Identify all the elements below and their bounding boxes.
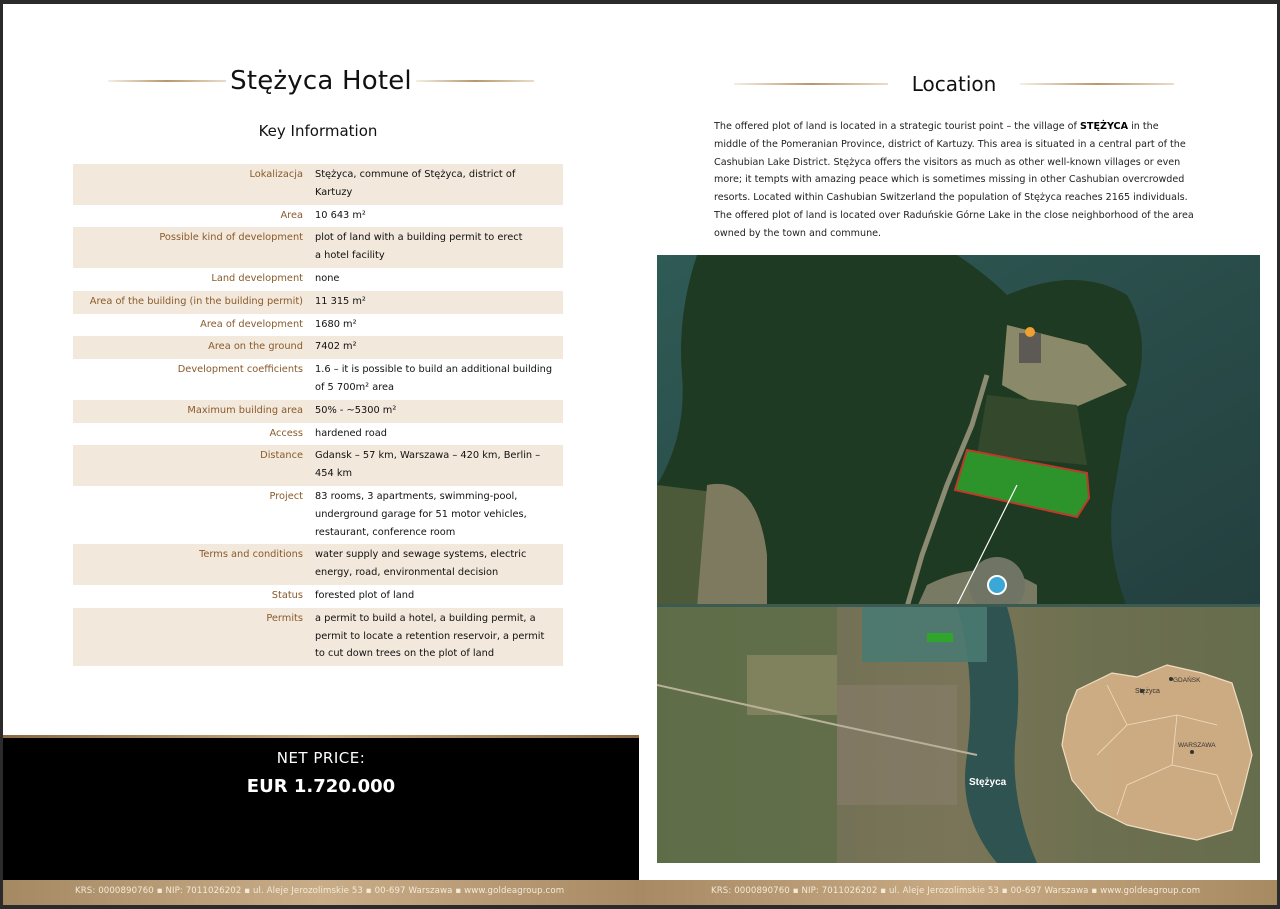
info-value-line: none bbox=[315, 272, 340, 284]
info-key: Maximum building area bbox=[187, 404, 303, 416]
info-value-line: restaurant, conference room bbox=[315, 526, 456, 538]
info-row bbox=[73, 585, 563, 608]
map-label-warszawa: WARSZAWA bbox=[1178, 742, 1216, 749]
info-value-line: 454 km bbox=[315, 468, 353, 480]
location-left-rule bbox=[734, 83, 888, 85]
info-value-line: 1680 m² bbox=[315, 318, 357, 330]
info-value bbox=[313, 361, 563, 397]
info-value-line: to cut down trees on the plot of land bbox=[315, 648, 495, 660]
info-row bbox=[73, 291, 563, 314]
info-row bbox=[73, 423, 563, 446]
satellite-map bbox=[657, 255, 1260, 863]
info-value-line: energy, road, environmental decision bbox=[315, 567, 499, 579]
info-key: Distance bbox=[260, 450, 303, 462]
info-value bbox=[313, 488, 563, 541]
info-value bbox=[313, 293, 563, 311]
info-value-line: permit to locate a retention reservoir, a permit bbox=[315, 630, 545, 642]
info-row bbox=[73, 359, 563, 400]
info-value-line: 83 rooms, 3 apartments, swimming-pool, bbox=[315, 490, 518, 502]
price-box bbox=[3, 738, 639, 880]
info-row bbox=[73, 445, 563, 486]
info-key: Area on the ground bbox=[208, 341, 303, 353]
info-value-line: 50% - ~5300 m² bbox=[315, 404, 397, 416]
info-key: Development coefficients bbox=[177, 364, 303, 376]
info-value bbox=[313, 402, 563, 420]
info-value bbox=[313, 229, 563, 265]
info-value bbox=[313, 270, 563, 288]
key-information-table bbox=[73, 164, 563, 666]
info-value bbox=[313, 546, 563, 582]
location-title-block bbox=[733, 72, 1175, 96]
location-text-part1: The offered plot of land is located in a strategic tourist point – the village of bbox=[714, 121, 1080, 132]
info-value-line: Stężyca, commune of Stężyca, district of Kartuzy bbox=[315, 169, 516, 198]
location-text-part2: in the middle of the Pomeranian Province, district of Kartuzy. This area is situated in a central part of the Cashubian Lake District. Stężyca offers the visitors as much as other well-known villages or even more; it tempts with amazing peace which is sometimes missing in other Cashubian overcrowded resorts. Located within Cashubian Switzerland the population of Stężyca reaches 2165 individuals. The offered plot of land is located over Raduńskie Górne Lake in the close neighborhood of the area owned by the town and commune. bbox=[714, 121, 1194, 239]
hotel-marker-icon bbox=[1025, 327, 1035, 337]
map-town-label: Stężyca bbox=[969, 777, 1007, 788]
key-information-heading: Key Information bbox=[258, 122, 378, 140]
info-value bbox=[313, 425, 563, 443]
info-value bbox=[313, 610, 563, 663]
location-right-rule bbox=[1020, 83, 1174, 85]
info-key: Permits bbox=[266, 612, 303, 624]
hotel-title: Stężyca Hotel bbox=[230, 66, 412, 96]
location-description bbox=[714, 118, 1194, 243]
info-key: Area of development bbox=[200, 318, 303, 330]
map-label-gdansk: GDAŃSK bbox=[1173, 677, 1201, 684]
title-left-rule bbox=[108, 80, 226, 82]
info-value-line: 1.6 – it is possible to build an additional building bbox=[315, 364, 553, 376]
info-key: Area bbox=[280, 209, 303, 221]
location-village-name: STĘŻYCA bbox=[1079, 121, 1129, 132]
info-row bbox=[73, 544, 563, 585]
info-key: Land development bbox=[211, 272, 303, 284]
net-price-label: NET PRICE: bbox=[276, 749, 366, 767]
info-row bbox=[73, 486, 563, 544]
info-value-line: 11 315 m² bbox=[315, 295, 366, 307]
info-value bbox=[313, 587, 563, 605]
info-value-line: of 5 700m² area bbox=[315, 381, 395, 393]
info-value-line: 7402 m² bbox=[315, 341, 357, 353]
info-row bbox=[73, 164, 563, 205]
info-row bbox=[73, 268, 563, 291]
info-value-line: underground garage for 51 motor vehicles, bbox=[315, 508, 527, 520]
info-key: Lokalizacja bbox=[249, 169, 303, 180]
info-value-line: Gdansk – 57 km, Warszawa – 420 km, Berlin – bbox=[315, 450, 541, 462]
info-key: Project bbox=[269, 490, 303, 502]
info-value-line: forested plot of land bbox=[315, 589, 415, 601]
info-value bbox=[313, 338, 563, 356]
info-row bbox=[73, 205, 563, 228]
location-title: Location bbox=[911, 72, 997, 96]
location-pin-icon bbox=[988, 576, 1006, 594]
info-key: Possible kind of development bbox=[159, 232, 303, 244]
hotel-title-block bbox=[101, 66, 541, 96]
info-value bbox=[313, 166, 563, 202]
footer-bar bbox=[3, 880, 1277, 905]
footer-contact-right: KRS: 0000890760 ▪ NIP: 7011026202 ▪ ul. Aleje Jerozolimskie 53 ▪ 00-697 Warszawa ▪ www.goldeagroup.com bbox=[711, 886, 1201, 896]
info-value bbox=[313, 316, 563, 334]
info-key: Access bbox=[269, 427, 303, 439]
info-value bbox=[313, 447, 563, 483]
info-key: Status bbox=[271, 589, 303, 601]
info-value-line: a hotel facility bbox=[315, 250, 385, 262]
footer-contact-left: KRS: 0000890760 ▪ NIP: 7011026202 ▪ ul. Aleje Jerozolimskie 53 ▪ 00-697 Warszawa ▪ www.goldeagroup.com bbox=[75, 886, 565, 896]
info-row bbox=[73, 314, 563, 337]
info-value-line: water supply and sewage systems, electric bbox=[315, 549, 527, 561]
info-key: Terms and conditions bbox=[199, 549, 303, 561]
info-key: Area of the building (in the building permit) bbox=[89, 295, 303, 307]
info-value-line: a permit to build a hotel, a building permit, a bbox=[315, 612, 536, 624]
info-value-line: hardened road bbox=[315, 427, 387, 439]
net-price-value: EUR 1.720.000 bbox=[246, 776, 396, 797]
map-overview bbox=[657, 607, 1260, 863]
info-row bbox=[73, 336, 563, 359]
info-row bbox=[73, 400, 563, 423]
brochure-page bbox=[3, 4, 1277, 905]
title-right-rule bbox=[416, 80, 534, 82]
info-value-line: 10 643 m² bbox=[315, 209, 366, 221]
info-row bbox=[73, 227, 563, 268]
info-row bbox=[73, 608, 563, 666]
info-value bbox=[313, 207, 563, 225]
map-label-stezyca: Stężyca bbox=[1135, 688, 1160, 695]
info-value-line: plot of land with a building permit to erect bbox=[315, 232, 523, 244]
map-detail-inset bbox=[657, 255, 1260, 613]
